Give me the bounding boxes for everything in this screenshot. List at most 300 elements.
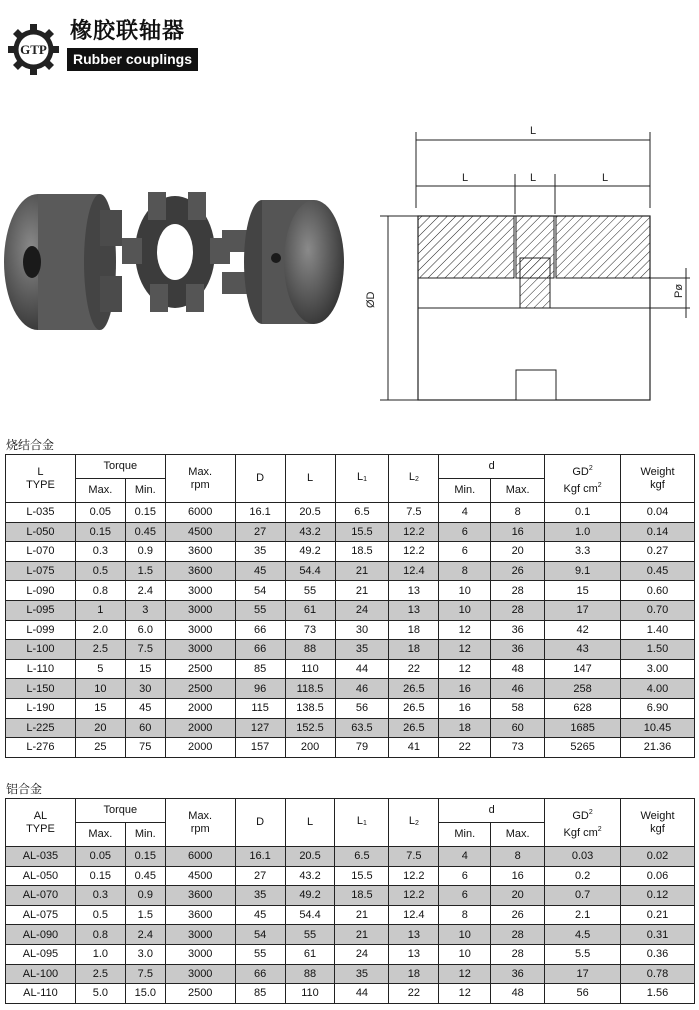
cell-l1: 6.5 xyxy=(335,847,389,867)
cell-dmin: 12 xyxy=(439,659,491,679)
cell-l1: 24 xyxy=(335,600,389,620)
cell-type: L-099 xyxy=(6,620,76,640)
cell-type: AL-035 xyxy=(6,847,76,867)
col-torque: Torque xyxy=(75,799,165,823)
cell-l1: 18.5 xyxy=(335,886,389,906)
cell-l1: 63.5 xyxy=(335,718,389,738)
cell-gd: 147 xyxy=(545,659,621,679)
cell-w: 0.78 xyxy=(621,964,695,984)
cell-w: 6.90 xyxy=(621,698,695,718)
cell-gd: 4.5 xyxy=(545,925,621,945)
section-label-sintered: 烧结合金 xyxy=(6,438,55,452)
col-gd: $GD^2$ Kgf $cm^2$ xyxy=(545,455,621,503)
dim-P: Pø xyxy=(673,283,685,298)
cell-l: 55 xyxy=(285,581,335,601)
cell-d: 66 xyxy=(235,620,285,640)
cell-l1: 15.5 xyxy=(335,522,389,542)
col-d: d xyxy=(439,799,545,823)
dim-L: L xyxy=(529,125,537,137)
cell-dmax: 36 xyxy=(491,640,545,660)
cell-dmin: 10 xyxy=(439,925,491,945)
col-D: D xyxy=(235,799,285,847)
cell-dmax: 48 xyxy=(491,659,545,679)
cell-l2: 26.5 xyxy=(389,679,439,699)
cell-w: 0.02 xyxy=(621,847,695,867)
cell-l2: 18 xyxy=(389,640,439,660)
table-row xyxy=(6,679,695,699)
cell-dmax: 28 xyxy=(491,925,545,945)
cell-dmax: 26 xyxy=(491,561,545,581)
cell-dmin: 16 xyxy=(439,679,491,699)
cell-l: 110 xyxy=(285,659,335,679)
cell-l1: 44 xyxy=(335,984,389,1004)
cell-rpm: 4500 xyxy=(165,522,235,542)
cell-l: 54.4 xyxy=(285,905,335,925)
cell-l1: 44 xyxy=(335,659,389,679)
cell-tmax: 0.8 xyxy=(75,581,125,601)
cell-rpm: 6000 xyxy=(165,847,235,867)
cell-tmax: 0.5 xyxy=(75,561,125,581)
table-row xyxy=(6,984,695,1004)
cell-l1: 24 xyxy=(335,944,389,964)
cell-l: 88 xyxy=(285,640,335,660)
table-row xyxy=(6,581,695,601)
cell-tmin: 0.45 xyxy=(125,522,165,542)
cell-tmin: 15.0 xyxy=(125,984,165,1004)
cell-tmin: 3.0 xyxy=(125,944,165,964)
cell-type: AL-050 xyxy=(6,866,76,886)
col-L1: L1 xyxy=(335,455,389,503)
cell-gd: 5265 xyxy=(545,738,621,758)
cell-tmin: 0.15 xyxy=(125,847,165,867)
cell-rpm: 2000 xyxy=(165,698,235,718)
table-row xyxy=(6,620,695,640)
coupling-photo xyxy=(0,190,345,340)
cell-tmin: 0.15 xyxy=(125,503,165,523)
cell-dmax: 36 xyxy=(491,620,545,640)
col-L: L xyxy=(285,799,335,847)
cell-type: L-090 xyxy=(6,581,76,601)
cell-tmax: 0.3 xyxy=(75,542,125,562)
cell-tmin: 0.45 xyxy=(125,866,165,886)
cell-rpm: 2500 xyxy=(165,659,235,679)
cell-tmax: 0.15 xyxy=(75,522,125,542)
right-hub-image xyxy=(222,200,344,324)
col-torque-max: Max. xyxy=(75,479,125,503)
cell-l: 88 xyxy=(285,964,335,984)
col-type: AL TYPE xyxy=(6,799,76,847)
cell-rpm: 3000 xyxy=(165,964,235,984)
cell-w: 1.56 xyxy=(621,984,695,1004)
cell-dmax: 28 xyxy=(491,600,545,620)
cell-tmax: 0.8 xyxy=(75,925,125,945)
cell-l2: 13 xyxy=(389,581,439,601)
cell-d: 55 xyxy=(235,944,285,964)
cell-l: 152.5 xyxy=(285,718,335,738)
cell-dmin: 10 xyxy=(439,600,491,620)
spec-table-sintered xyxy=(5,454,695,758)
cell-gd: 17 xyxy=(545,600,621,620)
cell-w: 0.45 xyxy=(621,561,695,581)
cell-l1: 30 xyxy=(335,620,389,640)
cell-rpm: 3000 xyxy=(165,600,235,620)
cell-type: AL-110 xyxy=(6,984,76,1004)
cell-w: 0.21 xyxy=(621,905,695,925)
cell-dmin: 8 xyxy=(439,561,491,581)
cell-tmax: 0.15 xyxy=(75,866,125,886)
cell-l2: 26.5 xyxy=(389,718,439,738)
cell-l: 73 xyxy=(285,620,335,640)
table-row xyxy=(6,640,695,660)
cell-gd: 0.1 xyxy=(545,503,621,523)
cell-dmax: 20 xyxy=(491,542,545,562)
cell-l2: 12.4 xyxy=(389,561,439,581)
cell-d: 35 xyxy=(235,886,285,906)
cell-tmax: 5.0 xyxy=(75,984,125,1004)
cell-l2: 26.5 xyxy=(389,698,439,718)
cell-dmin: 12 xyxy=(439,620,491,640)
table-row xyxy=(6,659,695,679)
cell-type: L-075 xyxy=(6,561,76,581)
cell-gd: 43 xyxy=(545,640,621,660)
cell-w: 0.06 xyxy=(621,866,695,886)
cell-dmax: 73 xyxy=(491,738,545,758)
cell-rpm: 6000 xyxy=(165,503,235,523)
table-row xyxy=(6,522,695,542)
cell-rpm: 3600 xyxy=(165,886,235,906)
cell-d: 85 xyxy=(235,984,285,1004)
cell-dmax: 20 xyxy=(491,886,545,906)
table-row xyxy=(6,561,695,581)
table-row xyxy=(6,503,695,523)
cell-dmin: 4 xyxy=(439,503,491,523)
cell-dmin: 6 xyxy=(439,866,491,886)
cell-rpm: 3000 xyxy=(165,640,235,660)
cell-tmin: 0.9 xyxy=(125,886,165,906)
cell-tmin: 3 xyxy=(125,600,165,620)
cell-gd: 0.03 xyxy=(545,847,621,867)
dim-L1-right: L xyxy=(602,172,609,184)
cell-l2: 22 xyxy=(389,984,439,1004)
cell-l2: 13 xyxy=(389,944,439,964)
cell-tmin: 45 xyxy=(125,698,165,718)
cell-l1: 21 xyxy=(335,561,389,581)
cell-tmax: 2.5 xyxy=(75,964,125,984)
cell-dmin: 6 xyxy=(439,542,491,562)
col-torque-min: Min. xyxy=(125,823,165,847)
table-row xyxy=(6,718,695,738)
cell-l2: 12.2 xyxy=(389,522,439,542)
cell-rpm: 2500 xyxy=(165,679,235,699)
cell-d: 66 xyxy=(235,640,285,660)
cell-d: 27 xyxy=(235,866,285,886)
cell-rpm: 3000 xyxy=(165,620,235,640)
cell-d: 54 xyxy=(235,581,285,601)
cell-rpm: 3600 xyxy=(165,561,235,581)
col-L: L xyxy=(285,455,335,503)
cell-type: L-070 xyxy=(6,542,76,562)
cell-tmax: 25 xyxy=(75,738,125,758)
table-row xyxy=(6,847,695,867)
cell-type: L-150 xyxy=(6,679,76,699)
cell-d: 35 xyxy=(235,542,285,562)
cell-dmin: 4 xyxy=(439,847,491,867)
col-d: d xyxy=(439,455,545,479)
cell-gd: 3.3 xyxy=(545,542,621,562)
cell-gd: 9.1 xyxy=(545,561,621,581)
cell-l1: 35 xyxy=(335,640,389,660)
left-hub-image xyxy=(4,194,122,330)
cell-tmax: 1.0 xyxy=(75,944,125,964)
cell-tmax: 2.5 xyxy=(75,640,125,660)
cell-l: 118.5 xyxy=(285,679,335,699)
col-type: L TYPE xyxy=(6,455,76,503)
col-L2: L2 xyxy=(389,455,439,503)
cell-dmax: 8 xyxy=(491,847,545,867)
dim-L2: L xyxy=(530,172,537,184)
cell-l: 200 xyxy=(285,738,335,758)
cell-d: 45 xyxy=(235,561,285,581)
cell-gd: 258 xyxy=(545,679,621,699)
cell-l1: 21 xyxy=(335,925,389,945)
cell-tmax: 2.0 xyxy=(75,620,125,640)
cell-dmin: 10 xyxy=(439,581,491,601)
cell-w: 0.14 xyxy=(621,522,695,542)
cell-tmax: 0.5 xyxy=(75,905,125,925)
cell-tmin: 2.4 xyxy=(125,581,165,601)
cell-type: AL-100 xyxy=(6,964,76,984)
cell-dmin: 6 xyxy=(439,886,491,906)
table-row xyxy=(6,738,695,758)
cell-gd: 5.5 xyxy=(545,944,621,964)
cell-l: 55 xyxy=(285,925,335,945)
cell-w: 4.00 xyxy=(621,679,695,699)
cell-l1: 56 xyxy=(335,698,389,718)
cell-l2: 41 xyxy=(389,738,439,758)
cell-rpm: 2000 xyxy=(165,718,235,738)
cell-tmax: 5 xyxy=(75,659,125,679)
cell-d: 115 xyxy=(235,698,285,718)
cell-w: 0.12 xyxy=(621,886,695,906)
cell-l: 20.5 xyxy=(285,847,335,867)
cell-dmin: 6 xyxy=(439,522,491,542)
cell-gd: 1685 xyxy=(545,718,621,738)
cell-rpm: 2500 xyxy=(165,984,235,1004)
cell-d: 16.1 xyxy=(235,503,285,523)
cell-dmin: 12 xyxy=(439,984,491,1004)
cell-tmax: 0.05 xyxy=(75,503,125,523)
cell-w: 0.27 xyxy=(621,542,695,562)
cell-dmax: 28 xyxy=(491,944,545,964)
cell-tmin: 7.5 xyxy=(125,964,165,984)
cell-l2: 22 xyxy=(389,659,439,679)
cell-w: 0.31 xyxy=(621,925,695,945)
cell-l2: 12.2 xyxy=(389,866,439,886)
col-weight: Weight kgf xyxy=(621,799,695,847)
cell-tmax: 20 xyxy=(75,718,125,738)
cell-d: 85 xyxy=(235,659,285,679)
cell-rpm: 3000 xyxy=(165,925,235,945)
cell-l2: 12.2 xyxy=(389,886,439,906)
cell-l2: 7.5 xyxy=(389,503,439,523)
cell-w: 0.60 xyxy=(621,581,695,601)
cell-d: 16.1 xyxy=(235,847,285,867)
cell-tmin: 2.4 xyxy=(125,925,165,945)
cell-dmin: 10 xyxy=(439,944,491,964)
cell-type: L-276 xyxy=(6,738,76,758)
cell-dmin: 18 xyxy=(439,718,491,738)
cell-type: AL-090 xyxy=(6,925,76,945)
logo-text: GTP xyxy=(20,42,47,57)
cell-type: L-050 xyxy=(6,522,76,542)
cell-tmax: 15 xyxy=(75,698,125,718)
cell-l: 20.5 xyxy=(285,503,335,523)
cell-type: L-100 xyxy=(6,640,76,660)
cell-gd: 15 xyxy=(545,581,621,601)
cell-l2: 7.5 xyxy=(389,847,439,867)
cell-tmin: 1.5 xyxy=(125,561,165,581)
cell-d: 45 xyxy=(235,905,285,925)
cell-w: 0.04 xyxy=(621,503,695,523)
cell-rpm: 3000 xyxy=(165,581,235,601)
cell-d: 55 xyxy=(235,600,285,620)
cell-l2: 18 xyxy=(389,620,439,640)
table-row xyxy=(6,542,695,562)
col-torque-max: Max. xyxy=(75,823,125,847)
cell-dmax: 28 xyxy=(491,581,545,601)
cell-tmin: 75 xyxy=(125,738,165,758)
cell-l2: 18 xyxy=(389,964,439,984)
cell-l1: 6.5 xyxy=(335,503,389,523)
cell-d: 96 xyxy=(235,679,285,699)
col-d-max: Max. xyxy=(491,479,545,503)
cell-gd: 42 xyxy=(545,620,621,640)
cell-w: 0.36 xyxy=(621,944,695,964)
table-row xyxy=(6,886,695,906)
cell-gd: 0.7 xyxy=(545,886,621,906)
cell-type: AL-075 xyxy=(6,905,76,925)
cell-d: 157 xyxy=(235,738,285,758)
section-label-aluminum: 铝合金 xyxy=(6,782,43,796)
cell-dmax: 36 xyxy=(491,964,545,984)
cell-dmin: 12 xyxy=(439,964,491,984)
cell-type: AL-095 xyxy=(6,944,76,964)
col-d-max: Max. xyxy=(491,823,545,847)
cell-l1: 18.5 xyxy=(335,542,389,562)
col-torque: Torque xyxy=(75,455,165,479)
col-torque-min: Min. xyxy=(125,479,165,503)
col-L2: L2 xyxy=(389,799,439,847)
cell-type: L-095 xyxy=(6,600,76,620)
cell-l: 43.2 xyxy=(285,522,335,542)
page-title-cn: 橡胶联轴器 xyxy=(70,19,186,44)
table-row xyxy=(6,964,695,984)
cell-rpm: 3600 xyxy=(165,905,235,925)
cell-dmax: 16 xyxy=(491,522,545,542)
cell-tmin: 6.0 xyxy=(125,620,165,640)
spec-table-aluminum xyxy=(5,798,695,1004)
cell-l1: 79 xyxy=(335,738,389,758)
cell-l: 49.2 xyxy=(285,542,335,562)
cell-tmin: 7.5 xyxy=(125,640,165,660)
table-row xyxy=(6,925,695,945)
cell-w: 1.40 xyxy=(621,620,695,640)
cell-l2: 13 xyxy=(389,600,439,620)
cell-w: 21.36 xyxy=(621,738,695,758)
cell-tmax: 10 xyxy=(75,679,125,699)
cell-d: 127 xyxy=(235,718,285,738)
cell-tmin: 1.5 xyxy=(125,905,165,925)
cell-l1: 15.5 xyxy=(335,866,389,886)
col-D: D xyxy=(235,455,285,503)
cell-rpm: 3600 xyxy=(165,542,235,562)
cell-w: 10.45 xyxy=(621,718,695,738)
cell-gd: 17 xyxy=(545,964,621,984)
cell-w: 3.00 xyxy=(621,659,695,679)
cell-dmax: 8 xyxy=(491,503,545,523)
cell-type: L-035 xyxy=(6,503,76,523)
cell-d: 66 xyxy=(235,964,285,984)
dimension-drawing xyxy=(350,118,695,408)
cell-l: 43.2 xyxy=(285,866,335,886)
cell-d: 27 xyxy=(235,522,285,542)
cell-tmin: 15 xyxy=(125,659,165,679)
gtp-gear-logo xyxy=(6,22,61,77)
col-L1: L1 xyxy=(335,799,389,847)
cell-dmin: 22 xyxy=(439,738,491,758)
cell-rpm: 2000 xyxy=(165,738,235,758)
cell-l: 49.2 xyxy=(285,886,335,906)
cell-rpm: 4500 xyxy=(165,866,235,886)
cell-type: L-225 xyxy=(6,718,76,738)
col-speed: Max. rpm xyxy=(165,455,235,503)
cell-gd: 1.0 xyxy=(545,522,621,542)
cell-l2: 12.4 xyxy=(389,905,439,925)
cell-dmin: 12 xyxy=(439,640,491,660)
cell-gd: 0.2 xyxy=(545,866,621,886)
cell-l1: 35 xyxy=(335,964,389,984)
cell-tmin: 0.9 xyxy=(125,542,165,562)
cell-w: 1.50 xyxy=(621,640,695,660)
cell-dmax: 26 xyxy=(491,905,545,925)
cell-d: 54 xyxy=(235,925,285,945)
table-row xyxy=(6,600,695,620)
cell-tmin: 60 xyxy=(125,718,165,738)
table-row xyxy=(6,944,695,964)
cell-tmax: 1 xyxy=(75,600,125,620)
cell-tmax: 0.3 xyxy=(75,886,125,906)
col-speed: Max. rpm xyxy=(165,799,235,847)
col-gd: $GD^2$ Kgf $cm^2$ xyxy=(545,799,621,847)
cell-l1: 46 xyxy=(335,679,389,699)
cell-tmin: 30 xyxy=(125,679,165,699)
table-row xyxy=(6,698,695,718)
table-row xyxy=(6,905,695,925)
cell-dmin: 16 xyxy=(439,698,491,718)
cell-type: L-190 xyxy=(6,698,76,718)
cell-l: 54.4 xyxy=(285,561,335,581)
cell-l: 61 xyxy=(285,600,335,620)
spider-insert-image xyxy=(122,192,230,312)
cell-tmax: 0.05 xyxy=(75,847,125,867)
cell-dmin: 8 xyxy=(439,905,491,925)
cell-l: 110 xyxy=(285,984,335,1004)
col-d-min: Min. xyxy=(439,479,491,503)
cell-l: 138.5 xyxy=(285,698,335,718)
col-weight: Weight kgf xyxy=(621,455,695,503)
cell-type: AL-070 xyxy=(6,886,76,906)
cell-rpm: 3000 xyxy=(165,944,235,964)
